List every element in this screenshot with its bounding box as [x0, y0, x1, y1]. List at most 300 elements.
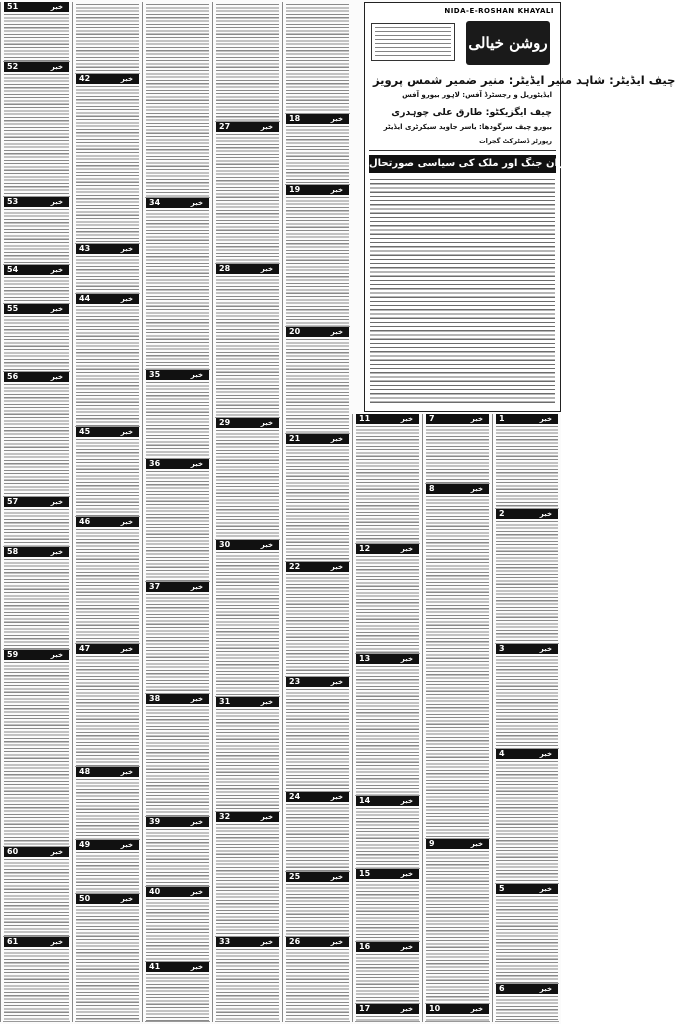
news-item-text — [496, 896, 558, 983]
news-item-text — [286, 4, 349, 113]
news-item-label: خبر — [50, 198, 63, 206]
news-item-text — [286, 574, 349, 676]
news-item — [1, 304, 72, 372]
news-item-header — [76, 244, 139, 254]
news-item — [73, 244, 142, 294]
news-item — [143, 459, 212, 582]
news-item-header — [216, 697, 279, 707]
news-item-text — [286, 446, 349, 561]
news-item — [1, 372, 72, 497]
news-item-text — [356, 426, 419, 543]
news-item-header — [356, 942, 419, 952]
news-item-label: خبر — [260, 938, 273, 946]
news-item-label: خبر — [120, 768, 133, 776]
news-item-text — [216, 949, 279, 1021]
news-item-header — [426, 1004, 489, 1014]
news-item-label: خبر — [260, 419, 273, 427]
news-item-header — [4, 497, 69, 507]
news-item-text — [216, 709, 279, 811]
news-item-label: خبر — [50, 651, 63, 659]
news-item-label: خبر — [190, 371, 203, 379]
news-item-header — [146, 817, 209, 827]
news-item-header — [216, 937, 279, 947]
news-item-label: خبر — [190, 199, 203, 207]
masthead-office: ایڈیٹوریل و رجسٹرڈ آفس: لاہور بیورو آفس — [402, 91, 552, 99]
news-item-label: خبر — [539, 415, 552, 423]
news-item — [493, 414, 561, 509]
news-item-header — [146, 694, 209, 704]
news-item-header — [4, 197, 69, 207]
news-item — [213, 2, 282, 122]
masthead-editors: چیف ایڈیٹر: شاہد منیر ایڈیٹر: منیر ضمیر شمس پرویز — [373, 73, 675, 87]
news-item-label: خبر — [190, 460, 203, 468]
masthead-divider — [369, 150, 556, 151]
news-item-text — [496, 656, 558, 748]
news-item — [1, 265, 72, 304]
news-item-label: خبر — [539, 985, 552, 993]
masthead-info-box — [371, 23, 455, 61]
news-item-text — [286, 339, 349, 433]
news-item-label: خبر — [50, 3, 63, 11]
news-item-label: خبر — [400, 415, 413, 423]
news-item — [493, 984, 561, 1022]
news-item-text — [76, 306, 139, 426]
news-item — [493, 749, 561, 884]
news-item-header — [356, 414, 419, 424]
news-item-label: خبر — [120, 518, 133, 526]
news-item-label: خبر — [190, 695, 203, 703]
news-item — [1, 62, 72, 197]
news-item-number: 25 — [289, 872, 301, 881]
news-item-header — [356, 869, 419, 879]
news-item — [213, 697, 282, 812]
news-item-label: خبر — [330, 793, 343, 801]
masthead-bureau: بیورو چیف سرگودھا: یاسر جاوید سیکرٹری ایڈیٹر — [383, 123, 552, 131]
news-item — [143, 817, 212, 887]
news-item — [353, 654, 422, 796]
news-item-text — [4, 559, 69, 649]
news-item-number: 15 — [359, 869, 371, 878]
news-item-header — [216, 264, 279, 274]
news-item — [283, 937, 352, 1022]
news-item-number: 30 — [219, 540, 231, 549]
news-item — [283, 185, 352, 327]
news-item — [213, 812, 282, 937]
news-item-header — [4, 847, 69, 857]
news-item-label: خبر — [260, 265, 273, 273]
news-item-number: 21 — [289, 434, 301, 443]
news-item-text — [216, 4, 279, 121]
news-item-header — [496, 644, 558, 654]
news-item-label: خبر — [330, 186, 343, 194]
news-item-text — [4, 949, 69, 1021]
news-item-number: 45 — [79, 427, 91, 436]
news-item-label: خبر — [330, 678, 343, 686]
news-item-number: 12 — [359, 544, 371, 553]
news-item — [73, 427, 142, 517]
news-item — [1, 650, 72, 847]
news-item-label: خبر — [50, 548, 63, 556]
news-item-number: 50 — [79, 894, 91, 903]
news-item-header — [4, 650, 69, 660]
news-item-number: 38 — [149, 694, 161, 703]
news-item-text — [4, 277, 69, 303]
news-item-number: 8 — [429, 484, 435, 493]
news-item-text — [76, 852, 139, 893]
news-item — [423, 484, 492, 839]
news-item — [73, 644, 142, 767]
news-item — [353, 1004, 422, 1022]
news-item — [143, 887, 212, 962]
news-column-8 — [492, 414, 561, 1022]
news-item-text — [496, 761, 558, 883]
news-item-number: 14 — [359, 796, 371, 805]
news-item — [1, 497, 72, 547]
news-item — [73, 840, 142, 894]
news-item — [143, 582, 212, 694]
news-item-text — [76, 779, 139, 839]
news-item-label: خبر — [260, 813, 273, 821]
news-item-header — [426, 484, 489, 494]
news-item-label: خبر — [400, 797, 413, 805]
news-item-number: 1 — [499, 414, 505, 423]
news-item-header — [76, 894, 139, 904]
news-item-number: 28 — [219, 264, 231, 273]
news-item-text — [426, 851, 489, 1003]
news-item-header — [4, 62, 69, 72]
news-item-header — [216, 540, 279, 550]
news-item-number: 54 — [7, 265, 19, 274]
news-item-text — [4, 74, 69, 196]
news-item-label: خبر — [120, 295, 133, 303]
news-item-header — [216, 812, 279, 822]
news-item-header — [146, 887, 209, 897]
news-item-text — [286, 126, 349, 184]
news-item-header — [76, 840, 139, 850]
news-item-header — [286, 114, 349, 124]
news-item-text — [496, 521, 558, 643]
news-item-label: خبر — [260, 541, 273, 549]
news-item-number: 36 — [149, 459, 161, 468]
news-item — [143, 962, 212, 1022]
news-item-header — [496, 509, 558, 519]
news-item-divider — [425, 1021, 490, 1022]
news-item — [1, 847, 72, 937]
news-item-text — [76, 256, 139, 293]
news-item-label: خبر — [400, 655, 413, 663]
news-item — [283, 2, 352, 114]
news-item-label: خبر — [190, 963, 203, 971]
news-item-number: 17 — [359, 1004, 371, 1013]
news-item-header — [496, 884, 558, 894]
news-item — [213, 122, 282, 264]
news-item-text — [4, 14, 69, 61]
news-item-number: 24 — [289, 792, 301, 801]
news-item — [73, 517, 142, 644]
news-item-header — [76, 74, 139, 84]
news-item — [493, 509, 561, 644]
news-item — [493, 644, 561, 749]
editorial-headline: امریکہ ایران جنگ اور ملک کی سیاسی صورتحال — [369, 155, 556, 173]
news-item-text — [356, 954, 419, 1003]
news-item — [213, 540, 282, 697]
news-item-text — [286, 884, 349, 936]
news-item-number: 53 — [7, 197, 19, 206]
news-item-header — [76, 427, 139, 437]
news-item-number: 34 — [149, 198, 161, 207]
news-item-number: 4 — [499, 749, 505, 758]
news-item-text — [4, 316, 69, 371]
news-item — [283, 677, 352, 792]
news-item-label: خبر — [330, 115, 343, 123]
news-item-divider — [285, 1021, 350, 1022]
news-item-header — [146, 582, 209, 592]
news-item-header — [76, 644, 139, 654]
news-item-text — [4, 209, 69, 264]
news-item-number: 60 — [7, 847, 19, 856]
news-column-5 — [282, 2, 352, 1022]
news-item-divider — [3, 1021, 70, 1022]
editorial-body — [370, 179, 555, 405]
news-item — [493, 884, 561, 984]
news-item-divider — [75, 1021, 140, 1022]
news-item-header — [4, 2, 69, 12]
news-item-label: خبر — [50, 848, 63, 856]
news-item — [353, 869, 422, 942]
news-item-header — [4, 304, 69, 314]
news-item-header — [286, 434, 349, 444]
news-item-divider — [495, 1021, 559, 1022]
news-item-header — [4, 937, 69, 947]
news-column-3 — [142, 2, 212, 1022]
news-item-number: 31 — [219, 697, 231, 706]
news-item-label: خبر — [330, 938, 343, 946]
news-item-divider — [355, 1021, 420, 1022]
news-item-header — [286, 792, 349, 802]
news-item — [283, 327, 352, 434]
news-item — [213, 418, 282, 540]
news-item-number: 23 — [289, 677, 301, 686]
news-item-number: 16 — [359, 942, 371, 951]
news-item-label: خبر — [190, 888, 203, 896]
news-item-header — [146, 459, 209, 469]
news-item-text — [146, 594, 209, 693]
news-item — [283, 434, 352, 562]
news-item-divider — [215, 1021, 280, 1022]
masthead — [364, 2, 675, 412]
news-item-text — [76, 656, 139, 766]
news-item-label: خبر — [190, 583, 203, 591]
news-item-number: 51 — [7, 2, 19, 11]
news-item-text — [496, 426, 558, 508]
news-item-number: 19 — [289, 185, 301, 194]
news-item — [283, 872, 352, 937]
news-item — [423, 1004, 492, 1022]
news-item-number: 44 — [79, 294, 91, 303]
news-item-number: 10 — [429, 1004, 441, 1013]
news-item-number: 29 — [219, 418, 231, 427]
news-item-header — [76, 294, 139, 304]
news-item-text — [146, 706, 209, 816]
news-item-number: 48 — [79, 767, 91, 776]
news-item-number: 37 — [149, 582, 161, 591]
news-item-label: خبر — [470, 415, 483, 423]
news-item-text — [356, 666, 419, 795]
news-item-header — [356, 544, 419, 554]
news-item-number: 59 — [7, 650, 19, 659]
news-item — [1, 2, 72, 62]
news-item-text — [4, 384, 69, 496]
news-item-header — [286, 327, 349, 337]
news-item-header — [216, 122, 279, 132]
news-item-text — [286, 689, 349, 791]
news-item-text — [216, 552, 279, 696]
news-item-label: خبر — [470, 485, 483, 493]
news-item-header — [496, 749, 558, 759]
news-item-text — [426, 426, 489, 483]
news-item-text — [146, 899, 209, 961]
news-item-number: 2 — [499, 509, 505, 518]
masthead-reporter: رپورٹر ڈسٹرکٹ گجرات — [479, 137, 552, 145]
news-item-text — [146, 974, 209, 1021]
newspaper-logo: روشن خیالی — [466, 21, 550, 65]
news-item-label: خبر — [400, 545, 413, 553]
news-item-text — [216, 824, 279, 936]
news-item-number: 9 — [429, 839, 435, 848]
news-item-header — [426, 839, 489, 849]
news-item — [1, 937, 72, 1022]
news-item-text — [286, 804, 349, 871]
news-item-header — [4, 547, 69, 557]
news-item-label: خبر — [539, 510, 552, 518]
news-item-number: 13 — [359, 654, 371, 663]
news-item-number: 11 — [359, 414, 371, 423]
news-item-text — [146, 4, 209, 197]
news-item-number: 49 — [79, 840, 91, 849]
news-item-label: خبر — [50, 938, 63, 946]
news-item-number: 27 — [219, 122, 231, 131]
news-item — [73, 74, 142, 244]
news-item-text — [216, 276, 279, 417]
news-item-number: 46 — [79, 517, 91, 526]
news-item-header — [356, 654, 419, 664]
news-item-number: 58 — [7, 547, 19, 556]
news-item — [73, 2, 142, 74]
news-item-label: خبر — [50, 266, 63, 274]
masthead-chief-executive: چیف ایگزیکٹو: طارق علی چوہدری — [391, 107, 552, 118]
news-item — [283, 114, 352, 185]
news-item — [353, 544, 422, 654]
news-item-label: خبر — [470, 1005, 483, 1013]
news-item-number: 41 — [149, 962, 161, 971]
news-item — [73, 894, 142, 1022]
news-item — [423, 414, 492, 484]
news-item-number: 26 — [289, 937, 301, 946]
news-item-header — [76, 767, 139, 777]
news-item-label: خبر — [50, 63, 63, 71]
news-item — [283, 562, 352, 677]
news-item-header — [356, 796, 419, 806]
news-item — [213, 264, 282, 418]
news-item-text — [286, 949, 349, 1021]
news-item-label: خبر — [539, 645, 552, 653]
news-item-number: 20 — [289, 327, 301, 336]
news-column-1 — [0, 2, 72, 1022]
news-item-number: 6 — [499, 984, 505, 993]
news-column-2 — [72, 2, 142, 1022]
news-item-text — [146, 471, 209, 581]
news-item-header — [286, 937, 349, 947]
news-item-label: خبر — [260, 698, 273, 706]
news-item-header — [356, 1004, 419, 1014]
news-item — [143, 370, 212, 459]
news-item-label: خبر — [470, 840, 483, 848]
news-column-6 — [352, 414, 422, 1022]
news-item-number: 35 — [149, 370, 161, 379]
news-item-text — [146, 382, 209, 458]
news-item-number: 55 — [7, 304, 19, 313]
news-item-number: 39 — [149, 817, 161, 826]
news-item-label: خبر — [539, 885, 552, 893]
news-item-label: خبر — [330, 328, 343, 336]
news-item-label: خبر — [120, 245, 133, 253]
news-item-label: خبر — [260, 123, 273, 131]
news-item-label: خبر — [120, 428, 133, 436]
news-item-label: خبر — [120, 841, 133, 849]
news-item-header — [4, 265, 69, 275]
news-column-4 — [212, 2, 282, 1022]
news-item-header — [146, 198, 209, 208]
news-item-number: 47 — [79, 644, 91, 653]
news-column-7 — [422, 414, 492, 1022]
news-item-header — [146, 370, 209, 380]
news-item — [1, 197, 72, 265]
news-item — [353, 796, 422, 869]
news-item — [143, 2, 212, 198]
news-item-label: خبر — [50, 498, 63, 506]
news-item-label: خبر — [400, 943, 413, 951]
news-item-header — [286, 185, 349, 195]
news-item-text — [146, 829, 209, 886]
news-item-header — [286, 677, 349, 687]
news-item-number: 61 — [7, 937, 19, 946]
news-item-header — [426, 414, 489, 424]
news-item-text — [4, 509, 69, 546]
news-item-text — [356, 556, 419, 653]
news-item-label: خبر — [330, 435, 343, 443]
news-item-number: 7 — [429, 414, 435, 423]
news-item-number: 33 — [219, 937, 231, 946]
news-item-text — [426, 496, 489, 838]
news-item-label: خبر — [330, 563, 343, 571]
news-item-text — [146, 210, 209, 369]
news-item-text — [216, 430, 279, 539]
news-item-text — [356, 881, 419, 941]
news-item-divider — [145, 1021, 210, 1022]
news-item-number: 40 — [149, 887, 161, 896]
news-item-number: 56 — [7, 372, 19, 381]
news-item-text — [76, 439, 139, 516]
news-item-text — [356, 808, 419, 868]
news-item — [73, 294, 142, 427]
news-item-header — [4, 372, 69, 382]
news-item-number: 32 — [219, 812, 231, 821]
news-item — [283, 792, 352, 872]
news-item-label: خبر — [400, 870, 413, 878]
news-item-text — [76, 906, 139, 1021]
news-item-label: خبر — [120, 645, 133, 653]
news-item-text — [4, 662, 69, 846]
